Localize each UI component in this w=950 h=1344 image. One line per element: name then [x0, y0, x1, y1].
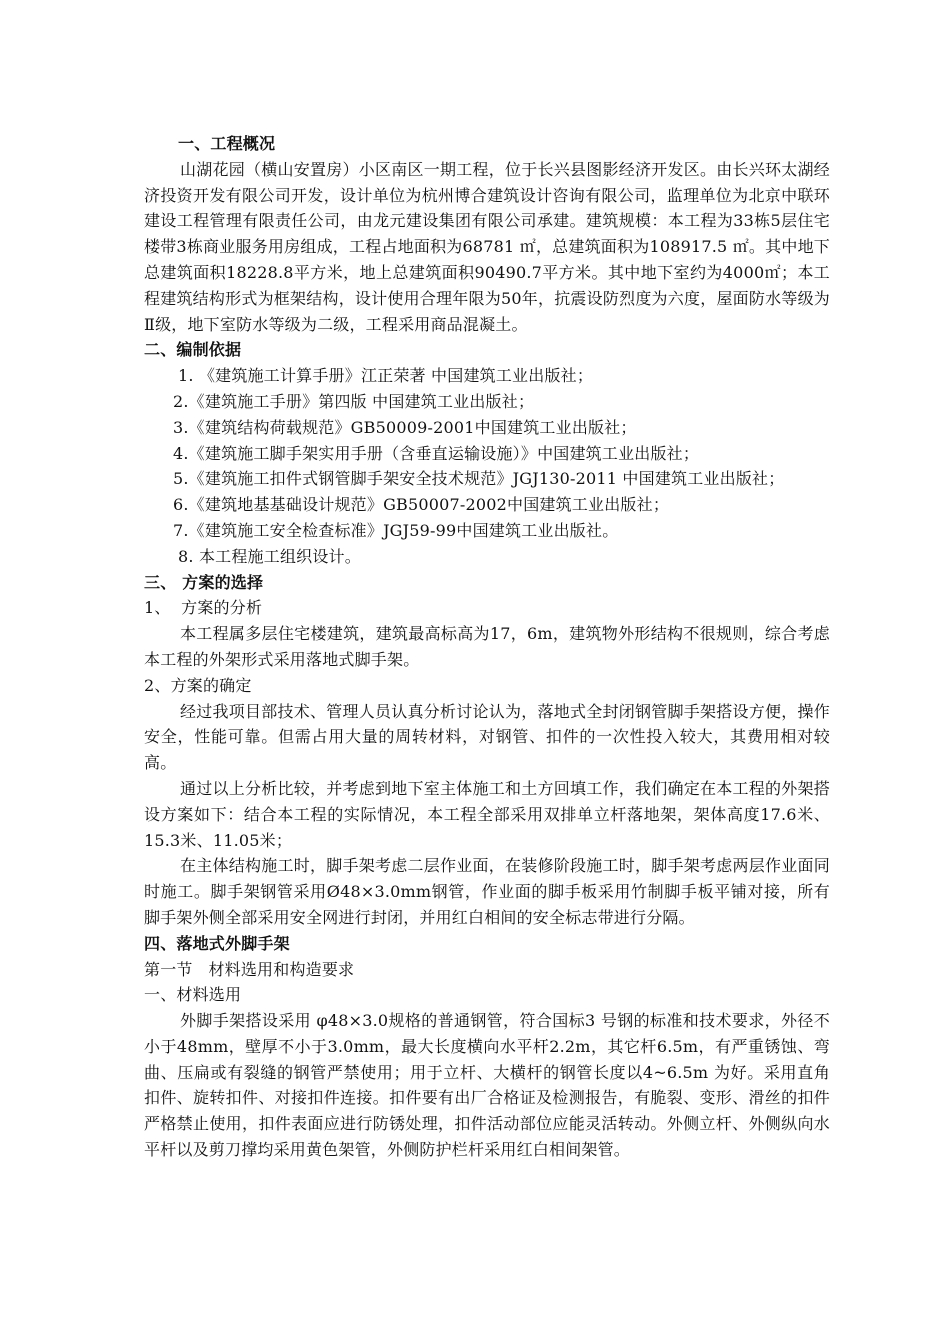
section-title-materials: 第一节 材料选用和构造要求: [144, 959, 355, 979]
reference-item-3: 3.《建筑结构荷载规范》GB50009-2001中国建筑工业出版社；: [173, 417, 637, 437]
heading-scheme-selection: 三、 方案的选择: [144, 572, 264, 592]
reference-item-4: 4.《建筑施工脚手架实用手册（含垂直运输设施）》中国建筑工业出版社；: [173, 443, 700, 463]
paragraph-scheme-evaluation: 经过我项目部技术、管理人员认真分析讨论认为，落地式全封闭钢管脚手架搭设方便，操作安全，性能可靠。但需占用大量的周转材料，对钢管、扣件的一次性投入较大，其费用相对较高。: [144, 701, 830, 773]
subheading-scheme-analysis: 1、 方案的分析: [144, 598, 263, 618]
paragraph-material-selection: 外脚手架搭设采用 φ48×3.0规格的普通钢管，符合国标3 号钢的标准和技术要求，外径不小于48mm，壁厚不小于3.0mm，最大长度横向水平杆2.2m，其它杆6.5m，有严重锈蚀、弯曲、压扁或有裂缝的钢管严禁使用；用于立杆、大横杆的钢管长度以4~6.5m 为好。采用直角扣件、旋转扣件、对接扣件连接。扣件要有出厂合格证及检测报告，有脆裂、变形、滑丝的扣件严格禁止使用，扣件表面应进行防锈处理，扣件活动部位应能灵活转动。外侧立杆、外侧纵向水平杆以及剪刀撑均采用黄色架管，外侧防护栏杆采用红白相间架管。: [144, 1011, 830, 1160]
reference-item-2: 2.《建筑施工手册》第四版 中国建筑工业出版社；: [173, 391, 535, 411]
reference-item-1: 1. 《建筑施工计算手册》江正荣著 中国建筑工业出版社；: [178, 366, 594, 386]
heading-compilation-basis: 二、编制依据: [144, 340, 242, 360]
paragraph-scheme-analysis: 本工程属多层住宅楼建筑，建筑最高标高为17，6m，建筑物外形结构不很规则，综合考虑本工程的外架形式采用落地式脚手架。: [144, 624, 830, 669]
subheading-scheme-determination: 2、方案的确定: [144, 675, 252, 695]
reference-item-8: 8. 本工程施工组织设计。: [178, 546, 361, 566]
paragraph-project-overview: 山湖花园（横山安置房）小区南区一期工程，位于长兴县图影经济开发区。由长兴环太湖经济投资开发有限公司开发，设计单位为杭州博合建筑设计咨询有限公司，监理单位为北京中联环建设工程管理有限责任公司，由龙元建设集团有限公司承建。建筑规模：本工程为33栋5层住宅楼带3栋商业服务用房组成，工程占地面积为68781 ㎡，总建筑面积为108917.5 ㎡。其中地下总建筑面积18228.8平方米，地上总建筑面积90490.7平方米。其中地下室约为4000㎡；本工程建筑结构形式为框架结构，设计使用合理年限为50年，抗震设防烈度为六度，屋面防水等级为Ⅱ级，地下室防水等级为二级，工程采用商品混凝土。: [144, 159, 830, 334]
paragraph-scheme-details: 在主体结构施工时，脚手架考虑二层作业面，在装修阶段施工时，脚手架考虑两层作业面同时施工。脚手架钢管采用Ø48×3.0mm钢管，作业面的脚手板采用竹制脚手板平铺对接，所有脚手架外侧全部采用安全网进行封闭，并用红白相间的安全标志带进行分隔。: [144, 856, 830, 927]
paragraph-scheme-decision: 通过以上分析比较，并考虑到地下室主体施工和土方回填工作，我们确定在本工程的外架搭设方案如下：结合本工程的实际情况，本工程全部采用双排单立杆落地架，架体高度17.6米、15.3米、11.05米；: [144, 778, 830, 850]
document-body: [144, 131, 830, 1163]
reference-item-6: 6.《建筑地基基础设计规范》GB50007-2002中国建筑工业出版社；: [173, 495, 670, 515]
reference-item-7: 7.《建筑施工安全检查标准》JGJ59-99中国建筑工业出版社。: [173, 520, 619, 540]
heading-project-overview: 一、工程概况: [178, 134, 276, 153]
subheading-material-selection: 一、材料选用: [144, 985, 242, 1005]
heading-floor-scaffold: 四、落地式外脚手架: [144, 933, 290, 953]
reference-item-5: 5.《建筑施工扣件式钢管脚手架安全技术规范》JGJ130-2011 中国建筑工业出版社；: [173, 469, 785, 489]
